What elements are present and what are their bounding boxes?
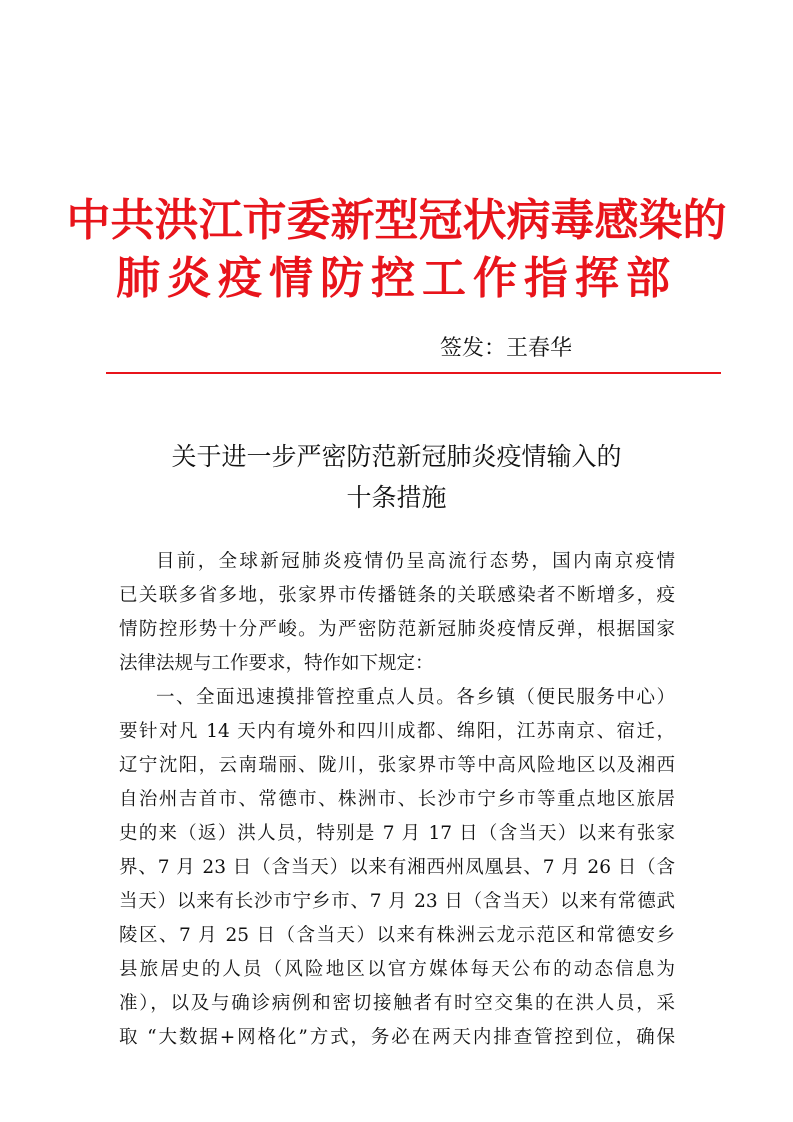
body-line: 目前，全球新冠肺炎疫情仍呈高流行态势，国内南京疫情 — [156, 551, 675, 572]
body-line: 法律法规与工作要求，特作如下规定： — [119, 653, 434, 674]
doc-title-line2: 十条措施 — [346, 483, 447, 512]
body-line: 界、7 月 23 日（含当天）以来有湘西州凤凰县、7 月 26 日（含 — [119, 857, 675, 878]
header-title-line1: 中共洪江市委新型冠状病毒感染的 — [66, 195, 727, 246]
body-line: 自治州吉首市、常德市、株洲市、长沙市宁乡市等重点地区旅居 — [119, 789, 675, 810]
doc-title-line1: 关于进一步严密防范新冠肺炎疫情输入的 — [171, 442, 622, 471]
body-line: 取 “大数据+网格化”方式，务必在两天内排查管控到位，确保 — [119, 1027, 675, 1048]
body-line: 要针对凡 14 天内有境外和四川成都、绵阳，江苏南京、宿迁， — [119, 721, 675, 742]
body-line: 已关联多省多地，张家界市传播链条的关联感染者不断增多，疫 — [119, 585, 675, 606]
body-line: 一、全面迅速摸排管控重点人员。各乡镇（便民服务中心） — [156, 687, 675, 708]
body-line: 准），以及与确诊病例和密切接触者有时空交集的在洪人员，采 — [119, 993, 675, 1014]
body-line: 史的来（返）洪人员，特别是 7 月 17 日（含当天）以来有张家 — [119, 823, 675, 844]
body-line: 县旅居史的人员（风险地区以官方媒体每天公布的动态信息为 — [119, 959, 675, 980]
body-line: 当天）以来有长沙市宁乡市、7 月 23 日（含当天）以来有常德武 — [119, 891, 675, 912]
body-line: 陵区、7 月 25 日（含当天）以来有株洲云龙示范区和常德安乡 — [119, 925, 675, 946]
header-divider — [106, 372, 721, 374]
header-title-line2: 肺炎疫情防控工作指挥部 — [116, 253, 677, 304]
body-line: 辽宁沈阳，云南瑞丽、陇川，张家界市等中高风险地区以及湘西 — [119, 755, 675, 776]
signer-label: 签发：王春华 — [440, 336, 573, 361]
body-line: 情防控形势十分严峻。为严密防范新冠肺炎疫情反弹，根据国家 — [119, 619, 675, 640]
